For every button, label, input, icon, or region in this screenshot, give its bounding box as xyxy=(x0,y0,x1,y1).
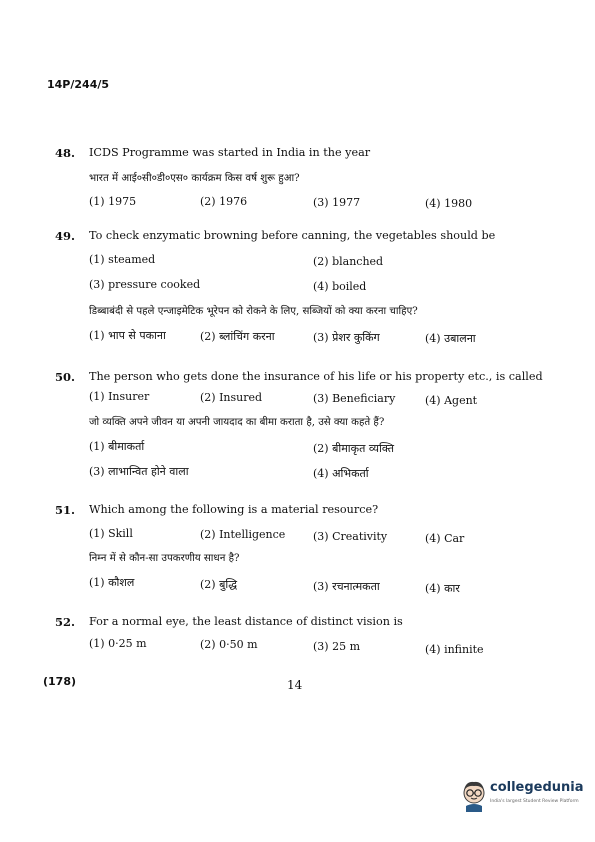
page-number: 14 xyxy=(287,678,303,692)
question-number: 48. xyxy=(55,146,76,160)
option-hi-2: (2) ब्लांचिंग करना xyxy=(200,330,275,343)
option-3: (3) pressure cooked xyxy=(89,278,201,291)
option-2: (2) blanched xyxy=(313,255,384,268)
option-hi-1: (1) बीमाकर्ता xyxy=(89,440,145,453)
option-hi-1: (1) भाप से पकाना xyxy=(89,329,166,342)
question-number: 49. xyxy=(55,229,76,243)
mascot-icon xyxy=(460,778,488,812)
option-1: (1) 0·25 m xyxy=(89,637,147,650)
option-4: (4) Agent xyxy=(425,394,478,407)
question-number: 52. xyxy=(55,615,76,629)
option-4: (4) boiled xyxy=(313,280,367,293)
option-4: (4) Car xyxy=(425,532,465,545)
option-2: (2) 0·50 m xyxy=(200,638,258,651)
question-text-en: For a normal eye, the least distance of distinct vision is xyxy=(89,615,403,628)
question-text-en: ICDS Programme was started in India in the year xyxy=(89,146,371,159)
option-hi-2: (2) बीमाकृत व्यक्ति xyxy=(313,442,395,455)
option-hi-4: (4) अभिकर्ता xyxy=(313,467,369,480)
question-text-en: The person who gets done the insurance of his life or his property etc., is called xyxy=(89,370,543,383)
brand-name: collegedunia xyxy=(490,780,584,795)
option-1: (1) Insurer xyxy=(89,390,150,403)
question-text-hi: डिब्बाबंदी से पहले एन्जाइमेटिक भूरेपन को रोकने के लिए, सब्जियों को क्या करना चाहिए? xyxy=(89,306,418,317)
option-1: (1) 1975 xyxy=(89,195,137,208)
option-2: (2) 1976 xyxy=(200,195,248,208)
question-number: 51. xyxy=(55,503,76,517)
option-hi-3: (3) लाभान्वित होने वाला xyxy=(89,465,189,478)
question-text-en: Which among the following is a material resource? xyxy=(89,503,379,516)
option-3: (3) 25 m xyxy=(313,640,361,653)
option-hi-3: (3) प्रेशर कुकिंग xyxy=(313,331,380,344)
option-1: (1) steamed xyxy=(89,253,156,266)
option-hi-3: (3) रचनात्मकता xyxy=(313,580,380,593)
option-hi-1: (1) कौशल xyxy=(89,576,135,589)
option-3: (3) Beneficiary xyxy=(313,392,396,405)
paper-code: 14P/244/5 xyxy=(47,78,110,91)
question-text-hi: जो व्यक्ति अपने जीवन या अपनी जायदाद का बीमा कराता है, उसे क्या कहते हैं? xyxy=(89,417,385,428)
option-4: (4) 1980 xyxy=(425,197,473,210)
option-2: (2) Intelligence xyxy=(200,528,286,541)
option-2: (2) Insured xyxy=(200,391,263,404)
option-1: (1) Skill xyxy=(89,527,133,540)
question-number: 50. xyxy=(55,370,76,384)
option-hi-4: (4) कार xyxy=(425,582,460,595)
question-text-hi: भारत में आई०सी०डी०एस० कार्यक्रम किस वर्ष शुरू हुआ? xyxy=(89,173,300,184)
option-3: (3) 1977 xyxy=(313,196,361,209)
option-hi-2: (2) बुद्धि xyxy=(200,578,237,591)
option-hi-4: (4) उबालना xyxy=(425,332,476,345)
question-text-en: To check enzymatic browning before canning, the vegetables should be xyxy=(89,229,496,242)
brand-tagline: India's largest Student Review Platform xyxy=(490,799,579,804)
option-4: (4) infinite xyxy=(425,643,484,656)
option-3: (3) Creativity xyxy=(313,530,388,543)
question-text-hi: निम्न में से कौन-सा उपकरणीय साधन है? xyxy=(89,553,240,564)
collegedunia-watermark xyxy=(460,778,584,818)
set-number: (178) xyxy=(43,675,77,688)
